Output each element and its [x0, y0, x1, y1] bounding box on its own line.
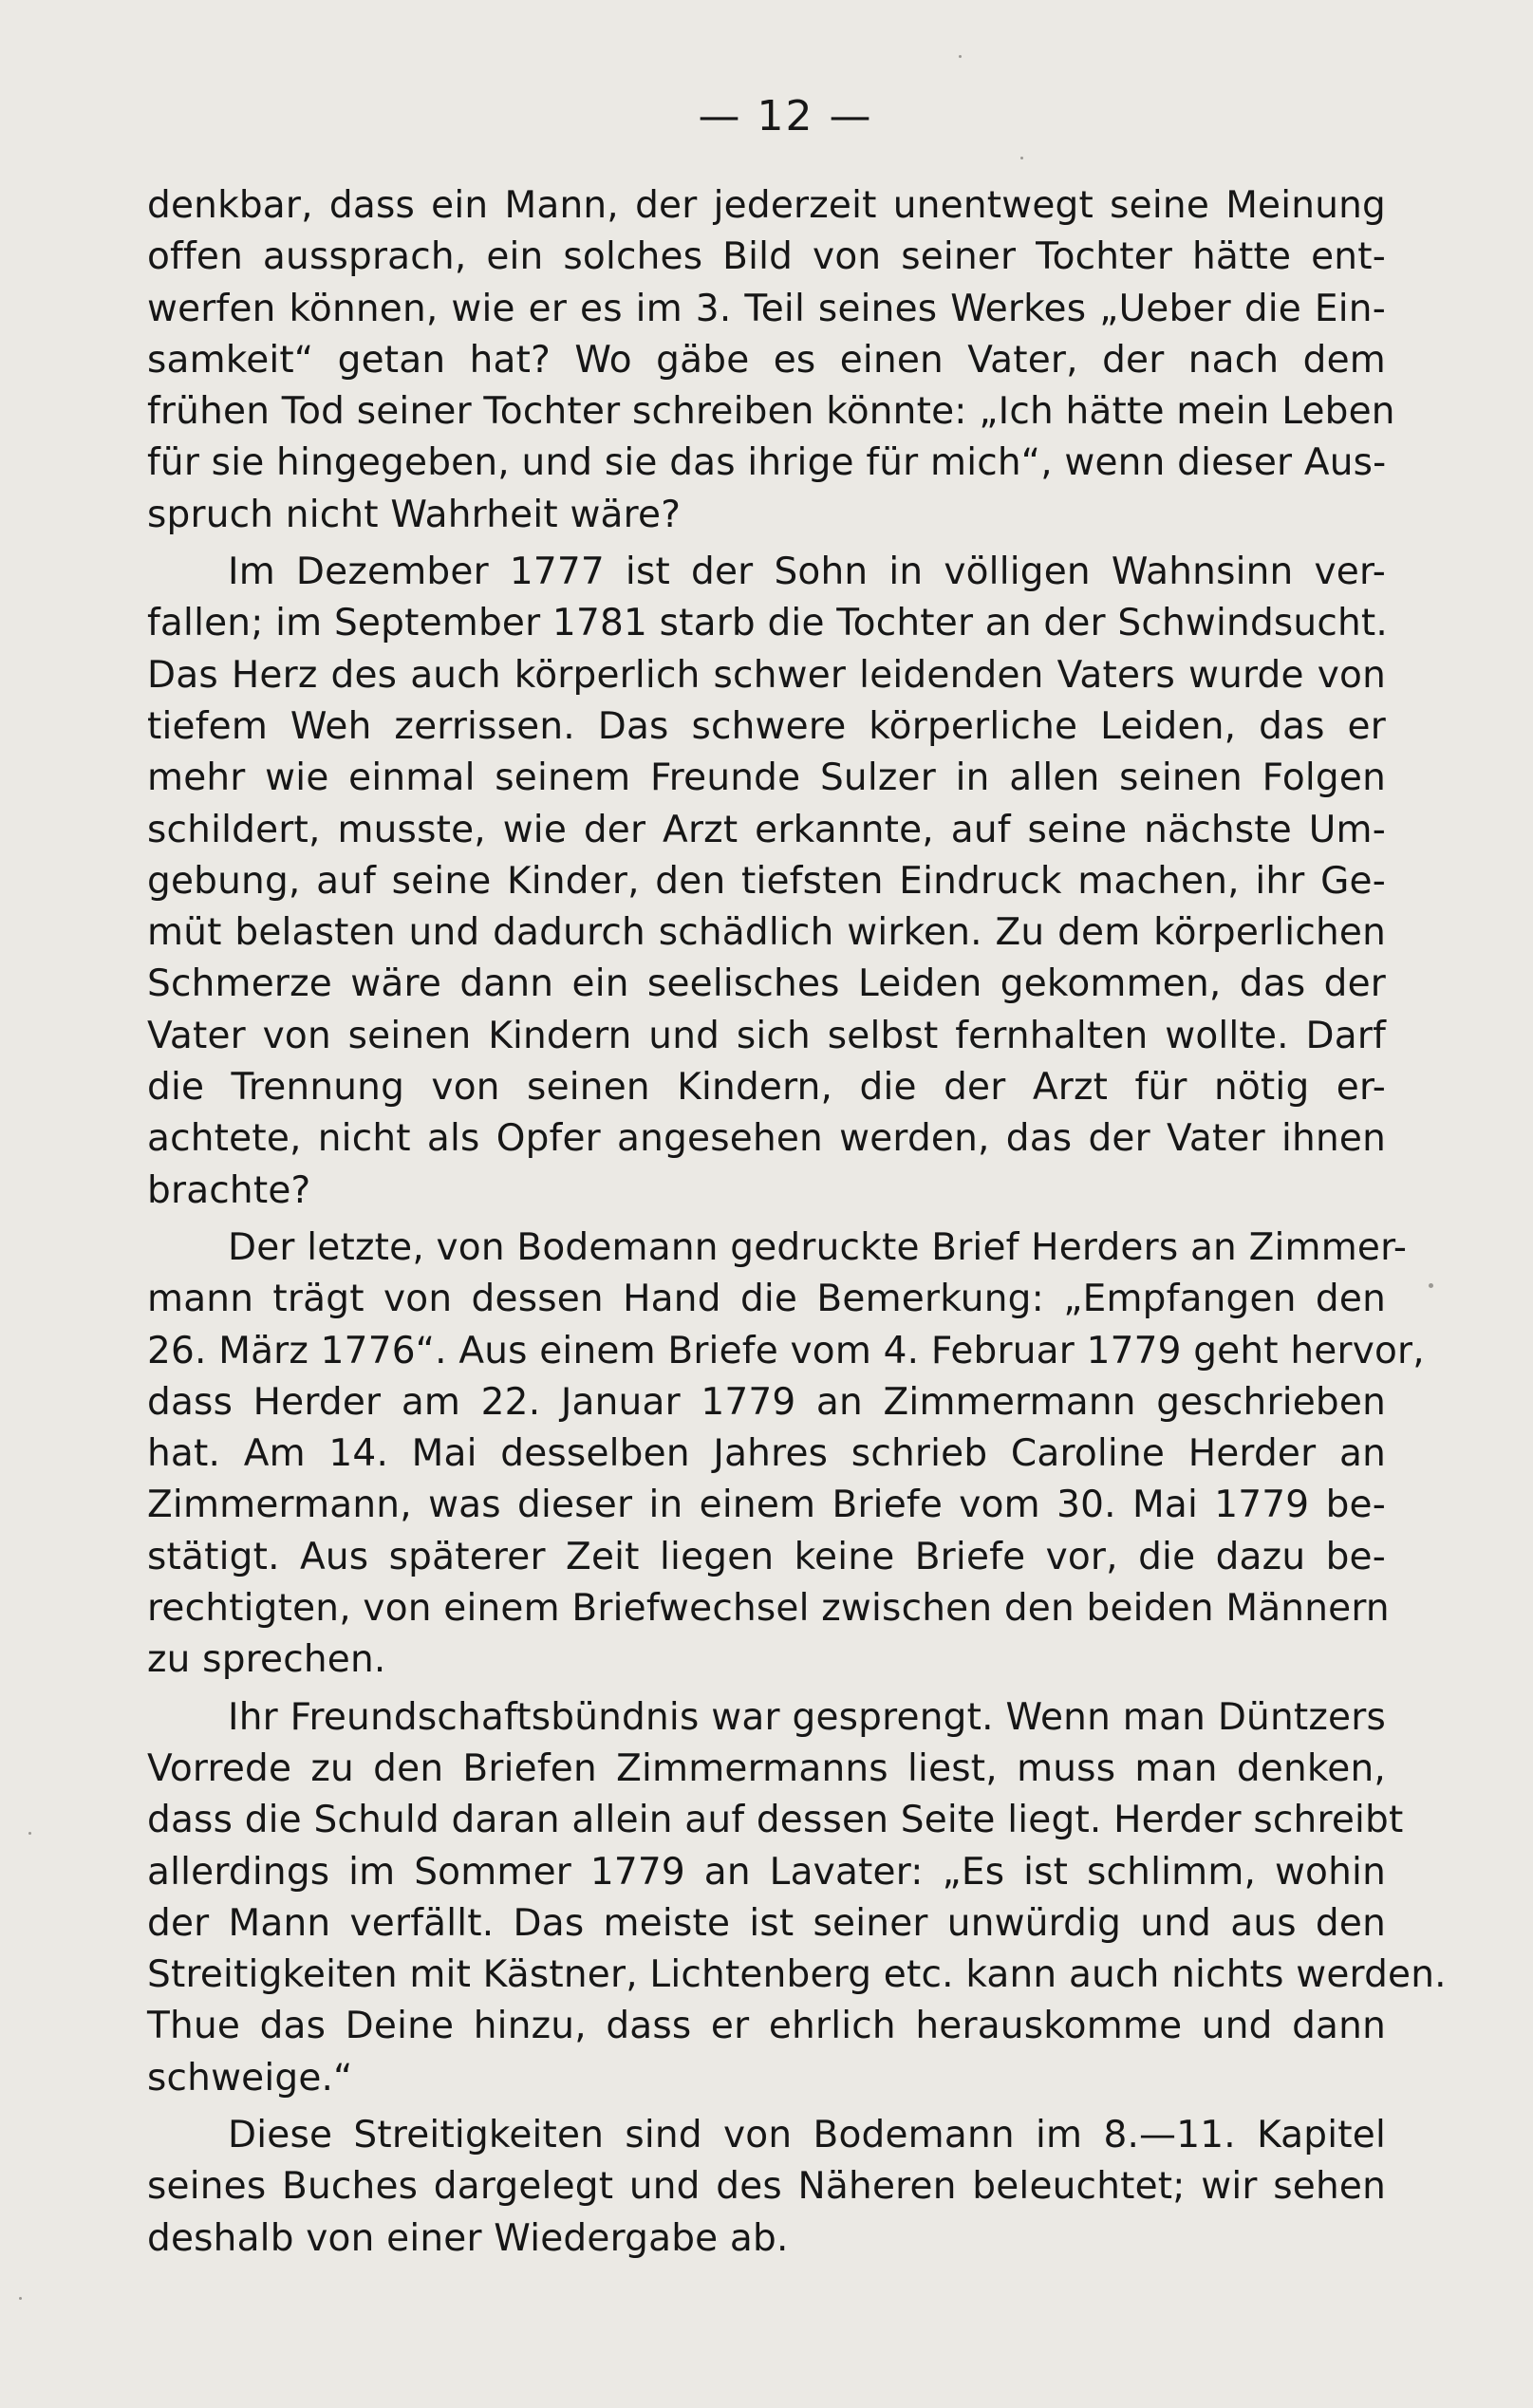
text-line: für sie hingegeben, und sie das ihrige für mich“, wenn dieser Aus- [147, 441, 1387, 485]
text-line: Vater von seinen Kindern und sich selbst fernhalten wollte. Darf [147, 1014, 1386, 1057]
text-line: tiefem Weh zerrissen. Das schwere körperliche Leiden, das er [147, 704, 1386, 748]
paper-speck [1429, 1283, 1433, 1288]
paragraph-4 [147, 1692, 1447, 2104]
text-line: samkeit“ getan hat? Wo gäbe es einen Vater, der nach dem [147, 338, 1386, 382]
text-line: schildert, musste, wie der Arzt erkannte, auf seine nächste Um- [147, 808, 1386, 851]
text-line: rechtigten, von einem Briefwechsel zwischen den beiden Männern [147, 1587, 1390, 1631]
text-line: Schmerze wäre dann ein seelisches Leiden gekommen, das der [147, 962, 1386, 1006]
text-line: die Trennung von seinen Kindern, die der Arzt für nötig er- [147, 1066, 1386, 1110]
text-line: müt belasten und dadurch schädlich wirken. Zu dem körperlichen [147, 911, 1386, 955]
text-line: Diese Streitigkeiten sind von Bodemann im 8.—11. Kapitel [228, 2113, 1386, 2156]
text-line: schweige.“ [147, 2056, 353, 2100]
text-line: spruch nicht Wahrheit wäre? [147, 493, 682, 536]
text-line: dass Herder am 22. Januar 1779 an Zimmermann geschrieben [147, 1380, 1386, 1424]
text-line: seines Buches dargelegt und des Näheren beleuchtet; wir sehen [147, 2165, 1386, 2209]
text-line: fallen; im September 1781 starb die Tochter an der Schwindsucht. [147, 602, 1388, 645]
text-line: hat. Am 14. Mai desselben Jahres schrieb Caroline Herder an [147, 1432, 1386, 1476]
text-line: offen aussprach, ein solches Bild von seiner Tochter hätte ent- [147, 235, 1386, 279]
text-line: Im Dezember 1777 ist der Sohn in völligen Wahnsinn ver- [228, 551, 1386, 594]
text-line: mehr wie einmal seinem Freunde Sulzer in allen seinen Folgen [147, 756, 1386, 800]
text-line: Der letzte, von Bodemann gedruckte Brief Herders an Zimmer- [228, 1225, 1408, 1269]
text-line: der Mann verfällt. Das meiste ist seiner unwürdig und aus den [147, 1901, 1386, 1945]
text-line: Thue das Deine hinzu, dass er ehrlich herauskomme und dann [147, 2005, 1386, 2048]
text-line: stätigt. Aus späterer Zeit liegen keine Briefe vor, die dazu be- [147, 1535, 1386, 1578]
paper-speck [959, 55, 962, 58]
text-line: Streitigkeiten mit Kästner, Lichtenberg etc. kann auch nichts werden. [147, 1953, 1447, 1997]
paper-speck [1020, 157, 1023, 159]
paragraph-5 [147, 2110, 1386, 2265]
text-line: werfen können, wie er es im 3. Teil seines Werkes „Ueber die Ein- [147, 287, 1386, 330]
text-line: Zimmermann, was dieser in einem Briefe vom 30. Mai 1779 be- [147, 1484, 1386, 1527]
text-line: Das Herz des auch körperlich schwer leidenden Vaters wurde von [147, 653, 1386, 697]
text-line: brachte? [147, 1168, 311, 1212]
text-line: zu sprechen. [147, 1638, 386, 1682]
text-line: deshalb von einer Wiedergabe ab. [147, 2216, 789, 2260]
paragraph-1 [147, 180, 1395, 541]
text-line: 26. März 1776“. Aus einem Briefe vom 4. Februar 1779 geht hervor, [147, 1329, 1425, 1372]
text-line: dass die Schuld daran allein auf dessen Seite liegt. Herder schreibt [147, 1799, 1404, 1842]
paper-speck [28, 1832, 31, 1835]
text-line: mann trägt von dessen Hand die Bemerkung: „Empfangen den [147, 1278, 1386, 1321]
text-line: allerdings im Sommer 1779 an Lavater: „Es ist schlimm, wohin [147, 1850, 1386, 1894]
text-line: Ihr Freundschaftsbündnis war gesprengt. Wenn man Düntzers [228, 1695, 1386, 1739]
paragraph-2 [147, 547, 1386, 1217]
text-line: Vorrede zu den Briefen Zimmermanns liest, muss man denken, [147, 1746, 1386, 1790]
page-number: — 12 — [698, 92, 873, 140]
text-line: frühen Tod seiner Tochter schreiben könnte: „Ich hätte mein Leben [147, 390, 1395, 434]
text-line: gebung, auf seine Kinder, den tiefsten Eindruck machen, ihr Ge- [147, 859, 1386, 903]
paper-speck [19, 2297, 22, 2300]
paragraph-3 [147, 1223, 1425, 1687]
body-text [147, 180, 1447, 2265]
text-line: denkbar, dass ein Mann, der jederzeit unentwegt seine Meinung [147, 184, 1386, 227]
text-line: achtete, nicht als Opfer angesehen werden, das der Vater ihnen [147, 1117, 1386, 1161]
